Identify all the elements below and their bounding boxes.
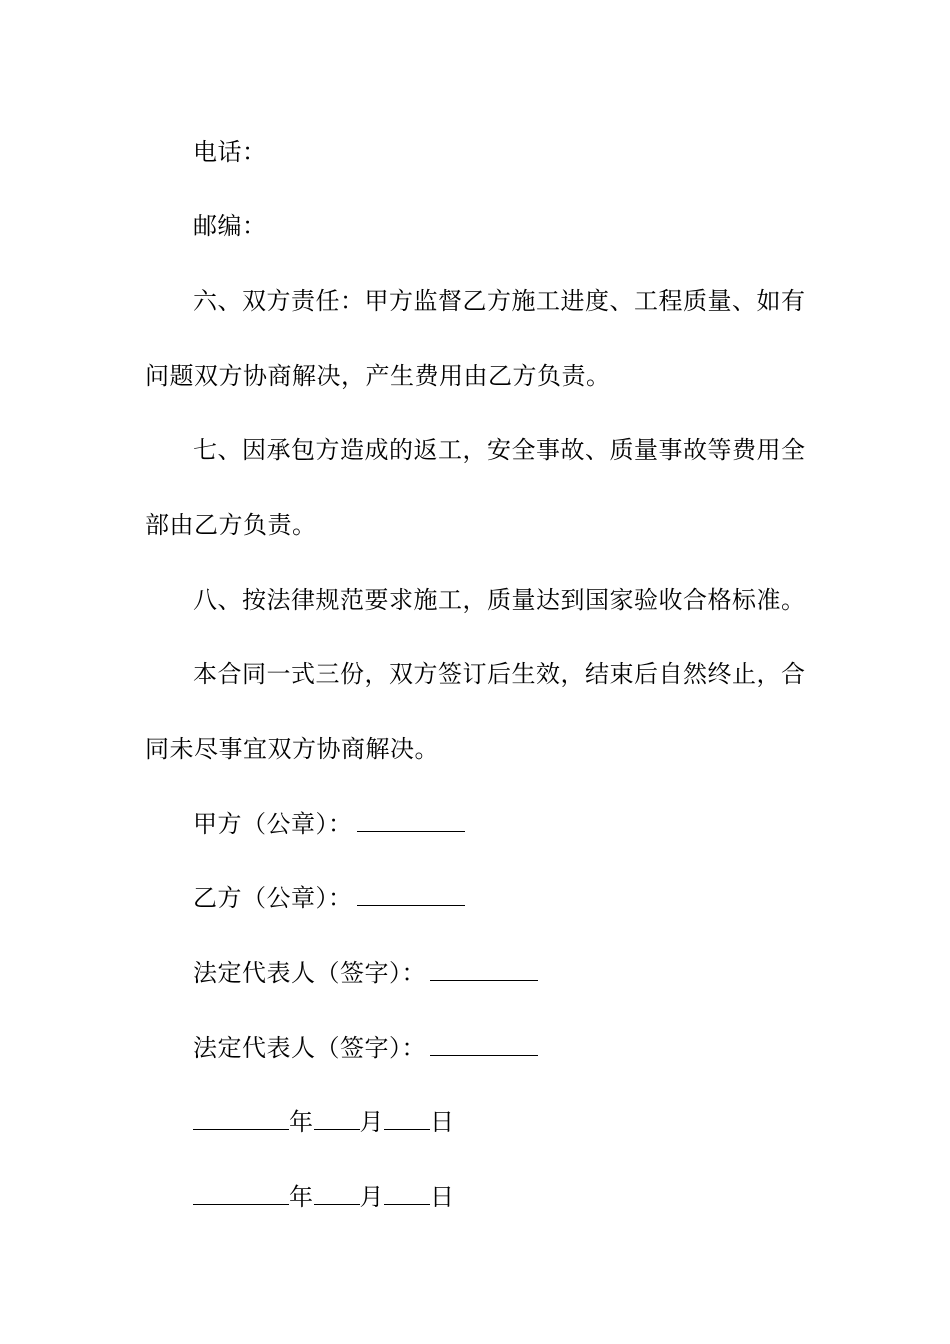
date-2-year-blank[interactable] — [193, 1182, 289, 1205]
date-1-year-label: 年 — [289, 1108, 314, 1136]
party-a-seal-blank[interactable] — [357, 809, 465, 832]
party-b-seal-blank[interactable] — [357, 883, 465, 906]
party-a-seal-row — [193, 809, 465, 839]
date-2-month-label: 月 — [359, 1183, 384, 1211]
clause-6-line-2: 问题双方协商解决，产生费用由乙方负责。 — [145, 362, 611, 390]
date-2-year-label: 年 — [289, 1183, 314, 1211]
rep-a-signature-row — [193, 958, 538, 988]
rep-b-signature-label: 法定代表人（签字）： — [193, 1034, 426, 1062]
rep-a-signature-label: 法定代表人（签字）： — [193, 959, 426, 987]
party-b-seal-row — [193, 883, 465, 913]
clause-7-line-1: 七、因承包方造成的返工，安全事故、质量事故等费用全 — [193, 436, 806, 464]
party-a-seal-label: 甲方（公章）： — [193, 810, 353, 838]
party-b-seal-label: 乙方（公章）： — [193, 884, 353, 912]
postcode-line: 邮编： — [193, 212, 267, 240]
date-1-year-blank[interactable] — [193, 1107, 289, 1130]
closing-line-2: 同未尽事宜双方协商解决。 — [145, 735, 439, 763]
rep-b-signature-row — [193, 1033, 538, 1063]
clause-7-line-2: 部由乙方负责。 — [145, 511, 317, 539]
rep-b-signature-blank[interactable] — [430, 1033, 538, 1056]
date-1-day-blank[interactable] — [384, 1107, 430, 1130]
date-1-month-label: 月 — [359, 1108, 384, 1136]
clause-8-line: 八、按法律规范要求施工，质量达到国家验收合格标准。 — [193, 586, 806, 614]
date-2-month-blank[interactable] — [314, 1182, 360, 1205]
clause-6-line-1: 六、双方责任：甲方监督乙方施工进度、工程质量、如有 — [193, 287, 806, 315]
date-1-month-blank[interactable] — [314, 1107, 360, 1130]
closing-line-1: 本合同一式三份，双方签订后生效，结束后自然终止，合 — [193, 660, 806, 688]
date-row-1 — [193, 1107, 455, 1137]
date-row-2 — [193, 1182, 455, 1212]
date-2-day-blank[interactable] — [384, 1182, 430, 1205]
date-2-day-label: 日 — [430, 1183, 455, 1211]
date-1-day-label: 日 — [430, 1108, 455, 1136]
rep-a-signature-blank[interactable] — [430, 958, 538, 981]
phone-line: 电话： — [193, 138, 267, 166]
